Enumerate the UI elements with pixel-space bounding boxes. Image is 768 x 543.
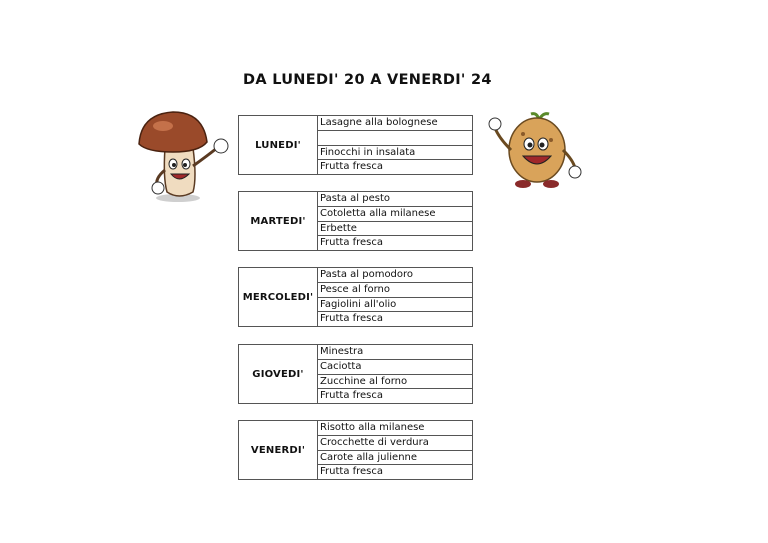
- menu-item: Frutta fresca: [320, 161, 384, 173]
- menu-item: Finocchi in insalata: [318, 146, 472, 161]
- menu-item: [318, 131, 472, 146]
- menu-item: Frutta fresca: [320, 237, 384, 249]
- day-table-lunedi: [238, 115, 473, 175]
- day-label: MARTEDI': [239, 192, 318, 250]
- menu-item: Lasagne alla bolognese: [318, 116, 472, 131]
- day-label: LUNEDI': [239, 116, 318, 174]
- day-table-martedi: [238, 191, 473, 251]
- day-table-mercoledi: [238, 267, 473, 327]
- menu-item: Frutta fresca: [320, 390, 384, 402]
- menu-item: Frutta fresca: [320, 313, 384, 325]
- menu-item: Zucchine al forno: [318, 375, 472, 390]
- menu-item: Carote alla julienne: [318, 451, 472, 466]
- day-table-venerdi: [238, 420, 473, 480]
- menu-item: Frutta fresca: [320, 466, 384, 478]
- menu-item: Cotoletta alla milanese: [318, 207, 472, 222]
- menu-item: Caciotta: [318, 360, 472, 375]
- menu-item: Fagiolini all'olio: [318, 298, 472, 313]
- menu-item: Minestra: [318, 345, 472, 360]
- day-label: GIOVEDI': [239, 345, 318, 403]
- menu-item: Erbette: [318, 222, 472, 237]
- menu-item: Pasta al pomodoro: [318, 268, 472, 283]
- menu-item: Pasta al pesto: [318, 192, 472, 207]
- potato-mascot-icon: [487, 110, 582, 192]
- day-label: VENERDI': [239, 421, 318, 479]
- day-table-giovedi: [238, 344, 473, 404]
- menu-item: Risotto alla milanese: [318, 421, 472, 436]
- mushroom-mascot-icon: [133, 108, 233, 203]
- menu-item: Pesce al forno: [318, 283, 472, 298]
- day-label: MERCOLEDI': [239, 268, 318, 326]
- menu-item: Crocchette di verdura: [318, 436, 472, 451]
- page-title: DA LUNEDI' 20 A VENERDI' 24: [243, 72, 492, 88]
